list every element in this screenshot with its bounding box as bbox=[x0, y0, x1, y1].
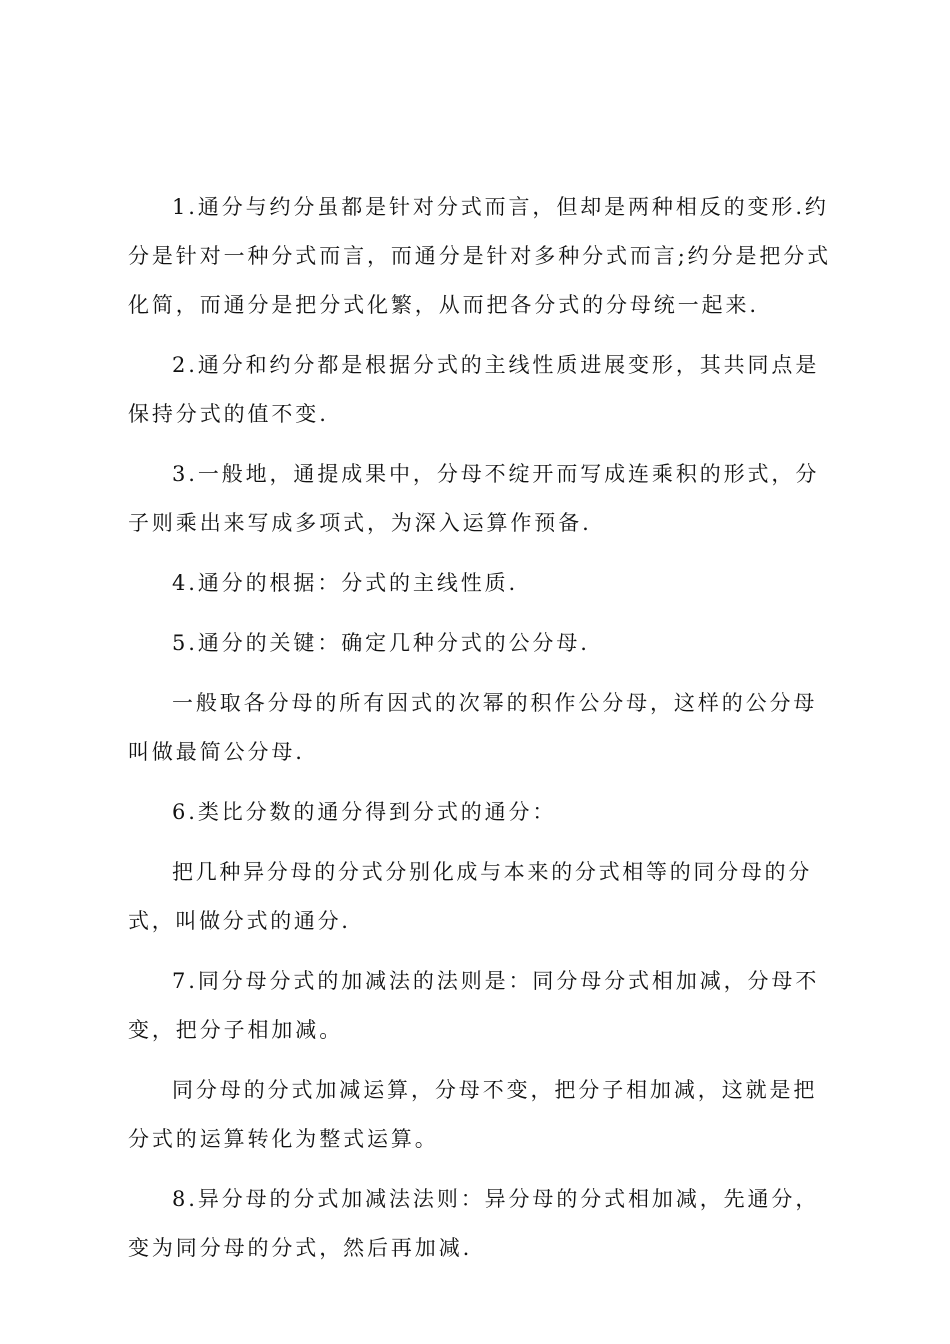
document-body bbox=[128, 183, 838, 1284]
paragraph-3: 3.一般地，通提成果中，分母不绽开而写成连乘积的形式，分子则乘出来写成多项式，为深入运算作预备. bbox=[128, 462, 820, 535]
paragraph-2: 2.通分和约分都是根据分式的主线性质进展变形，其共同点是保持分式的值不变. bbox=[128, 353, 820, 426]
paragraph-7: 6.类比分数的通分得到分式的通分： bbox=[172, 800, 557, 824]
paragraph-11: 8.异分母的分式加减法法则：异分母的分式相加减，先通分，变为同分母的分式，然后再加减. bbox=[128, 1187, 820, 1260]
paragraph-9: 7.同分母分式的加减法的法则是：同分母分式相加减，分母不变，把分子相加减。 bbox=[128, 969, 820, 1042]
paragraph-4: 4.通分的根据：分式的主线性质. bbox=[172, 571, 519, 595]
paragraph-6: 一般取各分母的所有因式的次幂的积作公分母，这样的公分母叫做最简公分母. bbox=[128, 691, 818, 764]
paragraph-5: 5.通分的关键：确定几种分式的公分母. bbox=[172, 631, 590, 655]
paragraph-10: 同分母的分式加减运算，分母不变，把分子相加减，这就是把分式的运算转化为整式运算。 bbox=[128, 1078, 818, 1151]
paragraph-8: 把几种异分母的分式分别化成与本来的分式相等的同分母的分式，叫做分式的通分. bbox=[128, 860, 812, 933]
paragraph-1: 1.通分与约分虽都是针对分式而言，但却是两种相反的变形.约分是针对一种分式而言，而通分是针对多种分式而言;约分是把分式化简，而通分是把分式化繁，从而把各分式的分母统一起来. bbox=[128, 195, 832, 317]
